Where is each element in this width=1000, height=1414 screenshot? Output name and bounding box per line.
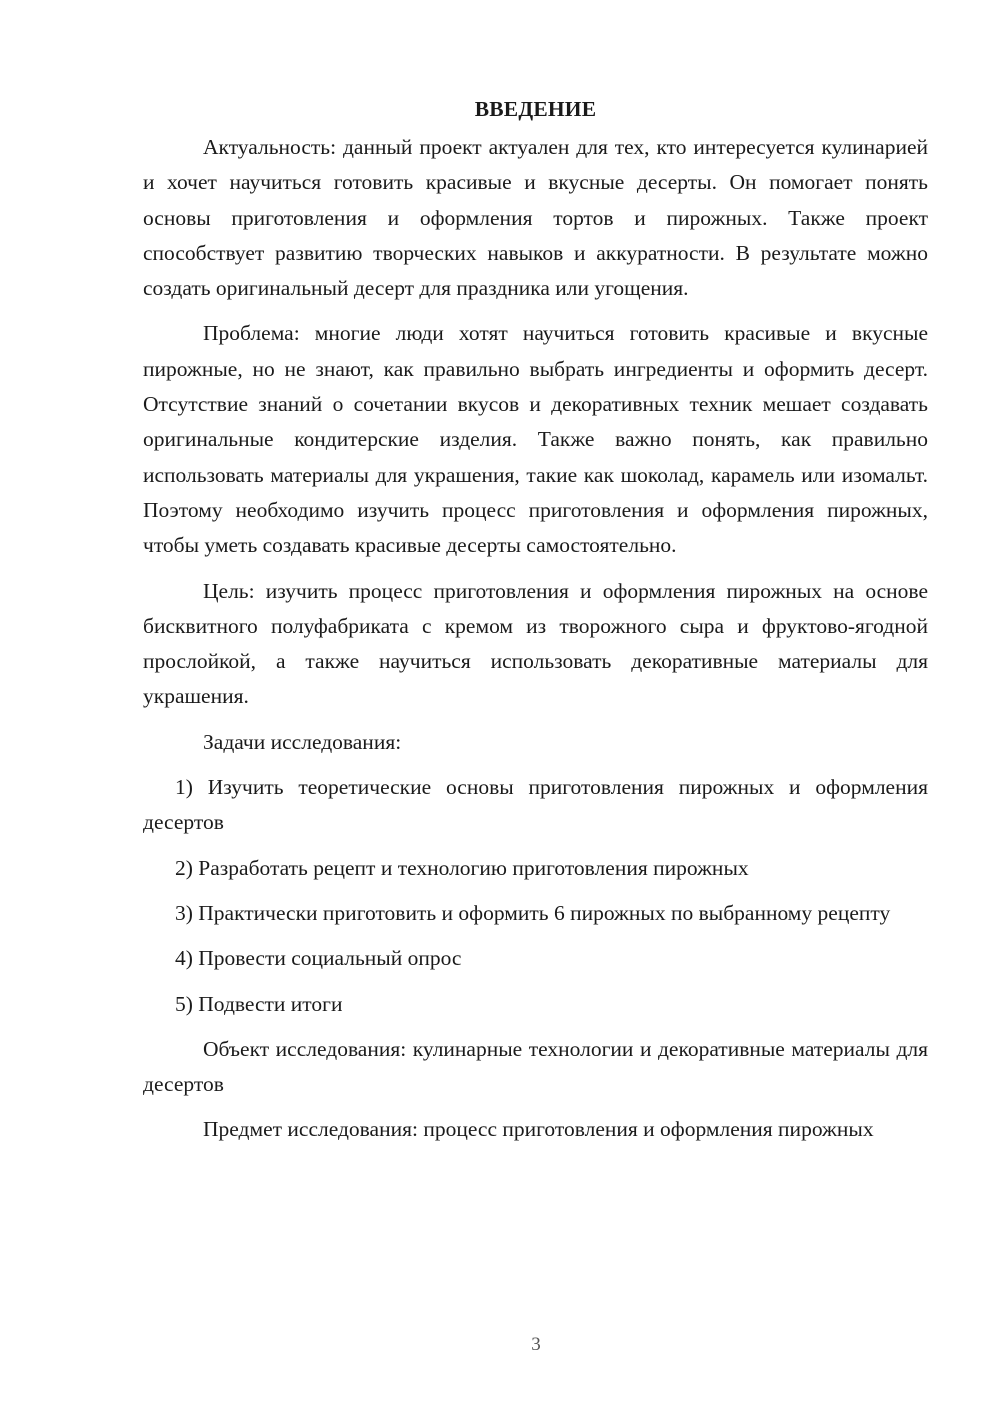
problem-paragraph: Проблема: многие люди хотят научиться готовить красивые и вкусные пирожные, но не знают, как правильно выбрать ингредиенты и оформить десерт. Отсутствие знаний о сочетании вкусов и декоративных техник мешает создавать оригинальные кондитерские изделия. Также важно понять, как правильно использовать материалы для украшения, такие как шоколад, карамель или изомальт. Поэтому необходимо изучить процесс приготовления и оформления пирожных, чтобы уметь создавать красивые десерты самостоятельно. [143, 321, 928, 558]
task-item: 3) Практически приготовить и оформить 6 пирожных по выбранному рецепту [175, 900, 891, 925]
task-item: 5) Подвести итоги [175, 991, 343, 1016]
page-title: ВВЕДЕНИЕ [474, 97, 597, 121]
task-item: 4) Провести социальный опрос [175, 946, 462, 971]
goal-paragraph: Цель: изучить процесс приготовления и оформления пирожных на основе бисквитного полуфабриката с кремом из творожного сыра и фруктово-ягодной прослойкой, а также научиться использовать декоративные материалы для украшения. [143, 578, 928, 709]
task-item: 1) Изучить теоретические основы приготовления пирожных и оформления десертов [143, 775, 928, 835]
subject-paragraph: Предмет исследования: процесс приготовления и оформления пирожных [203, 1117, 874, 1142]
relevance-paragraph: Актуальность: данный проект актуален для тех, кто интересуется кулинарией и хочет научиться готовить красивые и вкусные десерты. Он помогает понять основы приготовления и оформления тортов и пирожных. Также проект способствует развитию творческих навыков и аккуратности. В результате можно создать оригинальный десерт для праздника или угощения. [143, 135, 928, 301]
document-page [143, 92, 928, 1148]
task-item: 2) Разработать рецепт и технологию приготовления пирожных [175, 855, 749, 880]
tasks-heading: Задачи исследования: [203, 729, 402, 754]
object-paragraph: Объект исследования: кулинарные технологии и декоративные материалы для десертов [143, 1036, 928, 1097]
page-number: 3 [531, 1334, 541, 1355]
